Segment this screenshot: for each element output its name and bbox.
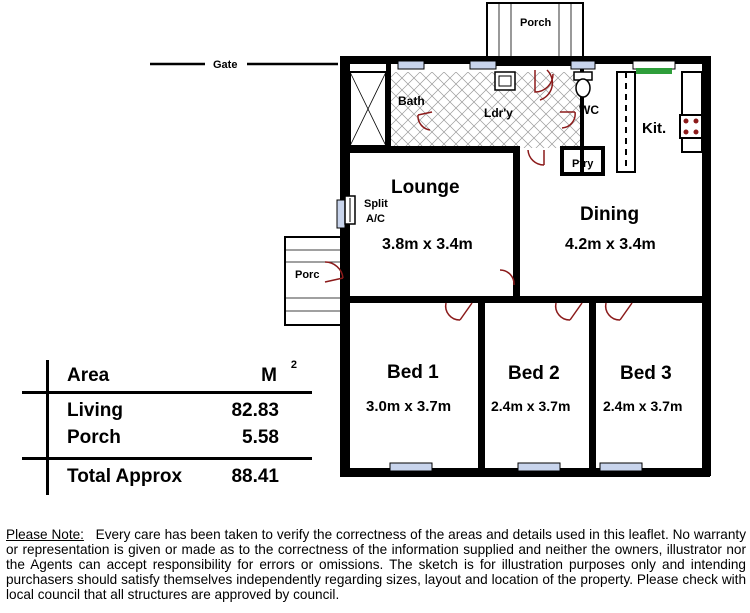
laundry-tub-icon <box>495 72 515 90</box>
area-row-value: 82.83 <box>231 400 279 421</box>
area-row-label: Porch <box>67 427 121 448</box>
wc-label: WC <box>579 103 599 117</box>
split-ac-label-1: Split <box>364 198 388 210</box>
laundry-label: Ldr'y <box>484 106 513 120</box>
area-total-value: 88.41 <box>231 466 279 487</box>
disclaimer-note <box>6 528 746 603</box>
area-table-divider <box>46 360 49 495</box>
split-ac-label-2: A/C <box>366 213 385 225</box>
door-bed3 <box>606 303 620 320</box>
gate-label: Gate <box>213 59 238 71</box>
bed2-name: Bed 2 <box>508 363 560 384</box>
area-table-total-rule <box>22 457 312 460</box>
bed3-name: Bed 3 <box>620 363 672 384</box>
porch-left-label: Porc <box>295 269 320 281</box>
lounge-name: Lounge <box>391 177 460 198</box>
bath-label: Bath <box>398 94 425 108</box>
door-bed2 <box>556 303 570 320</box>
bed3-size: 2.4m x 3.7m <box>603 398 683 414</box>
dining-name: Dining <box>580 204 640 225</box>
note-text: Every care has been taken to verify the correctness of the areas and details used in this leaflet. No warranty or representation is given or made as to the correctness of the information supplied and neither the owners, illustrator nor the Agents can accept responsibility for errors or omissions. The sketch is for illustration purposes only and intending purchasers should satisfy themselves independently regarding sizes, layout and location of the property. Please check with local council that all structures are approved by council. <box>6 527 747 602</box>
shower-icon <box>350 72 386 146</box>
porch-left <box>285 237 343 325</box>
area-header-label: Area <box>67 365 110 386</box>
bed2-size: 2.4m x 3.7m <box>491 398 571 414</box>
porch-top <box>487 3 583 65</box>
dining-size: 4.2m x 3.4m <box>565 236 656 253</box>
area-header-unit: M <box>261 365 277 386</box>
toilet-icon <box>574 72 592 97</box>
stove-icon <box>680 115 702 138</box>
area-row-value: 5.58 <box>242 427 279 448</box>
door-lounge-dining <box>500 270 514 285</box>
area-table <box>22 360 312 495</box>
porch-top-label: Porch <box>520 17 552 29</box>
door-laundry <box>528 150 544 165</box>
kitchen-window <box>633 61 675 74</box>
area-row-label: Living <box>67 400 123 421</box>
bed1-name: Bed 1 <box>387 362 439 383</box>
bed1-size: 3.0m x 3.7m <box>366 398 452 415</box>
pantry-label: Ptry <box>572 158 594 170</box>
split-ac-icon <box>345 196 355 224</box>
lounge-size: 3.8m x 3.4m <box>382 236 473 253</box>
area-table-header-rule <box>22 391 312 394</box>
kitchen-label: Kit. <box>642 120 667 137</box>
door-bed1 <box>446 303 460 320</box>
note-label: Please Note: <box>6 527 84 542</box>
area-header-superscript: 2 <box>290 359 297 371</box>
area-total-label: Total Approx <box>67 466 183 487</box>
